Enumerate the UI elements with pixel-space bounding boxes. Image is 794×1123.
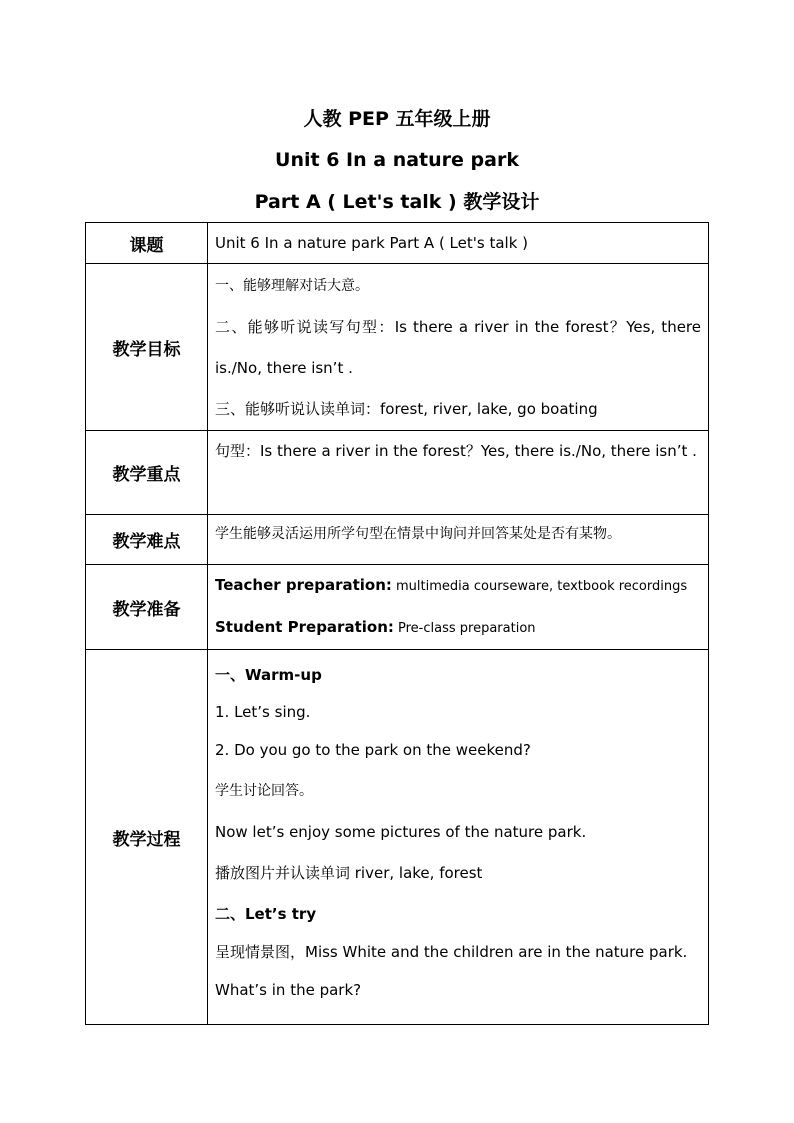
topic-value: [208, 223, 709, 264]
objective-item: 二、能够听说读写句型：Is there a river in the forest？Yes, there is./No, there isn’t .: [215, 318, 701, 377]
objectives-value: [208, 264, 709, 431]
key-points-row: [86, 431, 709, 515]
teacher-preparation-value: multimedia courseware, textbook recordings: [391, 579, 688, 594]
process-step: 学生讨论回答。: [215, 783, 313, 799]
process-value: [208, 650, 709, 1025]
preparation-value: [208, 565, 709, 650]
objective-item: 三、能够听说认读单词：forest, river, lake, go boating: [215, 400, 598, 418]
process-row: [86, 650, 709, 1025]
teacher-preparation: [215, 565, 701, 607]
preparation-row: [86, 565, 709, 650]
process-label: 教学过程: [86, 650, 208, 1025]
student-preparation: [215, 607, 701, 649]
difficulties-label: 教学难点: [86, 515, 208, 565]
process-step: 播放图片并认读单词 river, lake, forest: [215, 864, 483, 882]
teacher-preparation-label: Teacher preparation:: [215, 576, 392, 594]
warmup-heading: 一、Warm-up: [215, 666, 322, 684]
key-points-value: [208, 431, 709, 515]
objectives-row: [86, 264, 709, 431]
difficulties-text: 学生能够灵活运用所学句型在情景中询问并回答某处是否有某物。: [215, 526, 621, 542]
document-title: 人教 PEP 五年级上册: [303, 108, 491, 130]
key-points-label: 教学重点: [86, 431, 208, 515]
topic-label: 课题: [86, 223, 208, 264]
difficulties-row: [86, 515, 709, 565]
lesson-plan-table: [85, 222, 709, 1025]
objectives-label: 教学目标: [86, 264, 208, 431]
student-preparation-label: Student Preparation:: [215, 618, 394, 636]
process-step: 2. Do you go to the park on the weekend?: [215, 741, 531, 759]
process-step: 1. Let’s sing.: [215, 703, 311, 721]
process-step: What’s in the park?: [215, 981, 362, 999]
topic-row: [86, 223, 709, 264]
topic-text: Unit 6 In a nature park Part A ( Let's talk ): [215, 234, 529, 252]
lesson-title: Part A ( Let's talk ) 教学设计: [254, 191, 540, 213]
unit-title: Unit 6 In a nature park: [275, 149, 519, 171]
objective-item: 一、能够理解对话大意。: [215, 278, 369, 294]
lets-try-heading: 二、Let’s try: [215, 905, 317, 923]
student-preparation-value: Pre-class preparation: [393, 621, 536, 636]
difficulties-value: [208, 515, 709, 565]
key-points-text: 句型：Is there a river in the forest？Yes, there is./No, there isn’t .: [215, 442, 697, 460]
preparation-label: 教学准备: [86, 565, 208, 650]
process-step: 呈现情景图，Miss White and the children are in the nature park.: [215, 943, 688, 961]
process-step: Now let’s enjoy some pictures of the nature park.: [215, 823, 587, 841]
